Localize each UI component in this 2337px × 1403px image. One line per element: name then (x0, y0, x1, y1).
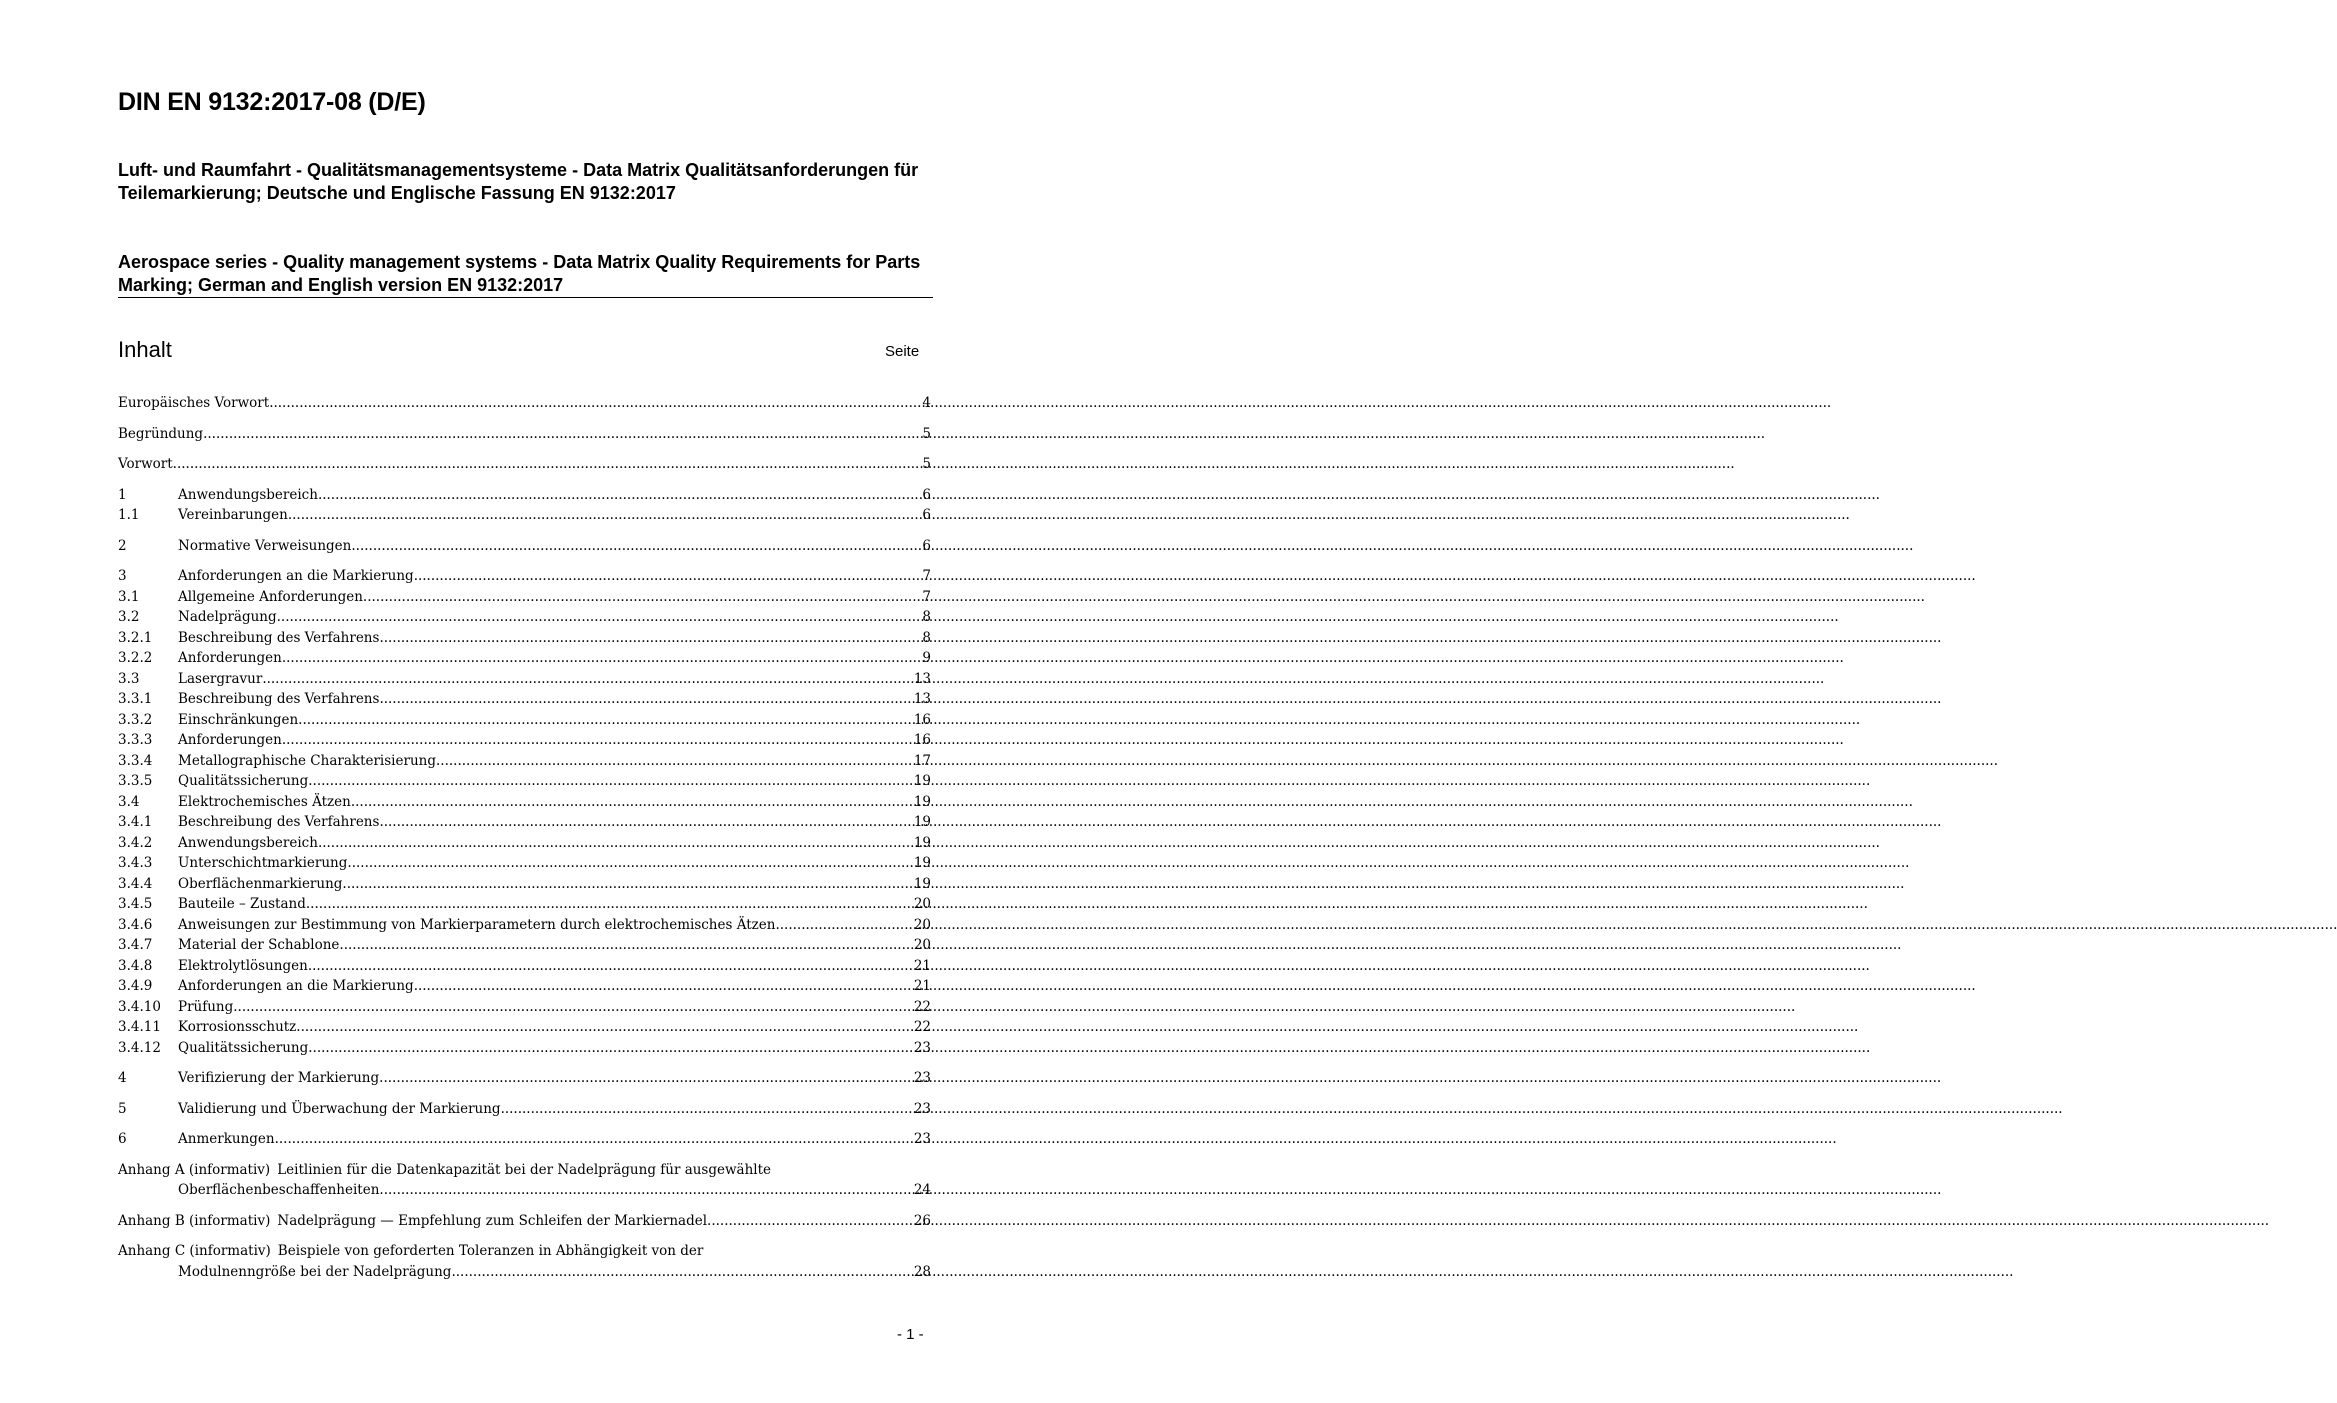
toc-entry[interactable] (118, 894, 931, 915)
toc-entry-number: 3.4.3 (118, 855, 153, 871)
toc-entry-title: Validierung und Überwachung der Markierung (178, 1100, 501, 1117)
toc-entry-page: 4 (922, 395, 931, 411)
toc-entry-page: 19 (913, 814, 931, 830)
toc-entry[interactable] (118, 485, 931, 506)
toc-leader-dots (288, 505, 923, 526)
toc-entry-number: 3.3.3 (118, 732, 153, 748)
toc-entry-number: 3.4.4 (118, 875, 153, 892)
toc-entry-title: Begründung (118, 425, 204, 442)
toc-entry[interactable] (118, 669, 931, 690)
toc-entry[interactable] (118, 566, 931, 587)
toc-leader-dots (379, 812, 913, 833)
toc-entry[interactable] (118, 874, 931, 895)
toc-entry-number: 3.1 (118, 588, 140, 605)
toc-entry-page: 23 (913, 1131, 931, 1147)
toc-annex-label: Anhang A (informativ) (118, 1161, 271, 1178)
toc-entry-title: Elektrolytlösungen (178, 957, 308, 974)
toc-leader-dots (775, 915, 913, 936)
toc-leader-dots (318, 833, 914, 854)
toc-entry-number: 3.3.1 (118, 691, 153, 707)
toc-entry-number: 3.4.9 (118, 978, 153, 994)
toc-entry-number: 3.4 (118, 793, 140, 810)
toc-entry-title: Normative Verweisungen (178, 537, 352, 554)
toc-entry[interactable] (118, 648, 931, 669)
toc-leader-dots (414, 976, 914, 997)
toc-entry-page: 8 (922, 629, 931, 646)
toc-leader-dots (203, 424, 922, 445)
toc-entry-title: Oberflächenmarkierung (178, 875, 343, 892)
toc-entry-number: 3.4.2 (118, 834, 153, 851)
toc-entry-title: Qualitätssicherung (178, 1039, 309, 1056)
toc-entry-title: Beschreibung des Verfahrens (178, 814, 380, 830)
toc-leader-dots (173, 454, 923, 475)
toc-entry-number: 5 (118, 1100, 127, 1117)
toc-entry[interactable] (118, 628, 931, 649)
toc-leader-dots (306, 894, 914, 915)
toc-entry-page: 13 (913, 670, 931, 687)
toc-entry-number: 1.1 (118, 507, 140, 523)
toc-entry-page: 26 (913, 1212, 931, 1229)
toc-leader-dots (233, 997, 914, 1018)
toc-leader-dots (414, 566, 923, 587)
toc-entry-number: 3.3.2 (118, 711, 153, 728)
toc-entry-number: 3.2 (118, 609, 140, 625)
toc-leader-dots (351, 792, 914, 813)
toc-entry-title: Anweisungen zur Bestimmung von Markierparametern durch elektrochemisches Ätzen (178, 916, 776, 933)
toc-entry-number: 3.2.1 (118, 629, 153, 646)
toc-entry-title: Europäisches Vorwort (118, 395, 270, 411)
toc-leader-dots (277, 607, 923, 628)
toc-entry[interactable] (118, 730, 931, 751)
toc-entry-title: Nadelprägung (178, 609, 277, 625)
toc-page-column-label: Seite (885, 343, 920, 360)
toc-entry[interactable] (118, 1129, 931, 1150)
toc-entry-page: 22 (913, 1019, 931, 1035)
toc-entry-number: 3.3 (118, 670, 140, 687)
toc-entry-number: 1 (118, 486, 127, 503)
toc-entry-page: 6 (922, 507, 931, 523)
toc-entry-page: 23 (913, 1039, 931, 1056)
toc-annex-title: Leitlinien für die Datenkapazität bei der Nadelprägung für ausgewählte (277, 1161, 772, 1178)
toc-leader-dots (379, 1180, 913, 1201)
title-divider (118, 297, 933, 298)
toc-leader-dots (351, 536, 922, 557)
toc-annex-label: Anhang C (informativ) (118, 1243, 271, 1259)
toc-entry-page: 16 (913, 711, 931, 728)
toc-entry[interactable] (118, 1017, 931, 1038)
toc-entry[interactable] (118, 607, 931, 628)
toc-leader-dots (298, 710, 914, 731)
toc-entry-number: 3.4.10 (118, 998, 161, 1015)
toc-entry-title: Elektrochemisches Ätzen (178, 793, 351, 810)
toc-entry-title: Korrosionsschutz (178, 1019, 297, 1035)
toc-entry[interactable] (118, 751, 931, 772)
toc-entry[interactable] (118, 393, 931, 414)
toc-entry[interactable] (118, 587, 931, 608)
toc-entry-number: 3.4.5 (118, 896, 153, 912)
toc-leader-dots (379, 689, 913, 710)
toc-annex-entry[interactable] (118, 1241, 931, 1282)
toc-entry[interactable] (118, 812, 931, 833)
toc-entry[interactable] (118, 771, 931, 792)
toc-leader-dots (451, 1262, 913, 1283)
toc-entry-title: Anforderungen an die Markierung (178, 978, 414, 994)
toc-entry-number: 3.4.1 (118, 814, 153, 830)
toc-entry-page: 28 (913, 1263, 931, 1280)
toc-entry-page: 17 (913, 752, 931, 769)
toc-leader-dots (347, 853, 913, 874)
toc-entry-page: 6 (922, 486, 931, 503)
toc-entry-title: Vorwort (118, 456, 173, 472)
toc-entry-page: 8 (922, 609, 931, 625)
toc-entry[interactable] (118, 454, 931, 475)
toc-heading: Inhalt (118, 337, 172, 362)
toc-entry-title: Anmerkungen (178, 1131, 275, 1147)
toc-entry-page: 19 (913, 834, 931, 851)
toc-entry-page: 23 (913, 1070, 931, 1086)
toc-entry[interactable] (118, 833, 931, 854)
toc-entry[interactable] (118, 976, 931, 997)
toc-entry-title: Einschränkungen (178, 711, 299, 728)
toc-entry-page: 21 (913, 978, 931, 994)
toc-entry-page: 20 (913, 896, 931, 912)
toc-entry[interactable] (118, 956, 931, 977)
toc-entry-number: 3.4.7 (118, 937, 153, 953)
subtitle-german: Luft- und Raumfahrt - Qualitätsmanagementsysteme - Data Matrix Qualitätsanforderungen für Teilemarkierung; Deutsche und Englische Fassung EN 9132:2017 (118, 160, 919, 203)
toc-entry-title: Vereinbarungen (178, 507, 288, 523)
toc-leader-dots (339, 935, 913, 956)
toc-entry-page: 19 (913, 855, 931, 871)
toc-entry-page: 22 (913, 998, 931, 1015)
toc-entry-number: 3.4.6 (118, 916, 153, 933)
toc-entry-title: Prüfung (178, 998, 234, 1015)
toc-entry-page: 19 (913, 773, 931, 789)
toc-entry-page: 7 (922, 568, 931, 584)
toc-entry-page: 5 (922, 425, 931, 442)
toc-leader-dots (282, 648, 923, 669)
toc-entry[interactable] (118, 1038, 931, 1059)
subtitle-english: Aerospace series - Quality management systems - Data Matrix Quality Requirements for Parts Marking; German and English version EN 9132:2017 (118, 252, 921, 295)
toc-entry-title: Allgemeine Anforderungen (178, 588, 363, 605)
toc-leader-dots (501, 1099, 914, 1120)
toc-leader-dots (308, 771, 914, 792)
document-page (0, 0, 992, 1403)
toc-entry[interactable] (118, 915, 931, 936)
document-title: DIN EN 9132:2017-08 (D/E) (118, 88, 426, 116)
toc-entry[interactable] (118, 505, 931, 526)
toc-leader-dots (379, 1068, 914, 1089)
toc-entry-number: 2 (118, 537, 127, 554)
toc-entry-title: Anforderungen (178, 650, 282, 666)
toc-entry[interactable] (118, 536, 931, 557)
toc-annex-title-continued: Oberflächenbeschaffenheiten (178, 1182, 380, 1198)
toc-entry-title: Anwendungsbereich (178, 834, 318, 851)
toc-leader-dots (436, 751, 914, 772)
toc-entry-title: Anwendungsbereich (178, 486, 318, 503)
toc-entry-number: 3.4.12 (118, 1039, 161, 1056)
toc-leader-dots (275, 1129, 914, 1150)
toc-entry-number: 4 (118, 1070, 127, 1086)
toc-entry-page: 7 (922, 588, 931, 605)
toc-entry[interactable] (118, 1099, 931, 1120)
toc-leader-dots (269, 393, 922, 414)
toc-entry-page: 23 (913, 1100, 931, 1117)
toc-entry[interactable] (118, 853, 931, 874)
toc-annex-entry[interactable] (118, 1160, 931, 1201)
toc-entry-title: Verifizierung der Markierung (178, 1070, 380, 1086)
toc-entry-number: 3.3.5 (118, 773, 153, 789)
toc-entry-page: 16 (913, 732, 931, 748)
toc-entry-title: Metallographische Charakterisierung (178, 752, 436, 769)
toc-leader-dots (363, 587, 922, 608)
toc-entry-page: 13 (913, 691, 931, 707)
toc-leader-dots (308, 956, 914, 977)
toc-leader-dots (318, 485, 922, 506)
toc-entry-page: 19 (913, 875, 931, 892)
toc-entry-page: 9 (922, 650, 931, 666)
toc-leader-dots (379, 628, 922, 649)
toc-annex-label: Anhang B (informativ) (118, 1212, 271, 1229)
toc-entry[interactable] (118, 424, 931, 445)
toc-entry-page: 20 (913, 916, 931, 933)
table-of-contents (118, 393, 931, 1282)
toc-entry-title: Unterschichtmarkierung (178, 855, 348, 871)
toc-leader-dots (296, 1017, 914, 1038)
toc-entry-title: Qualitätssicherung (178, 773, 309, 789)
toc-entry-number: 6 (118, 1131, 127, 1147)
toc-entry-title: Anforderungen an die Markierung (178, 568, 414, 584)
toc-entry-title: Beschreibung des Verfahrens (178, 629, 380, 646)
toc-entry[interactable] (118, 792, 931, 813)
toc-leader-dots (282, 730, 914, 751)
toc-entry-number: 3.4.8 (118, 957, 153, 974)
toc-annex-title: Nadelprägung — Empfehlung zum Schleifen der Markiernadel (277, 1212, 708, 1229)
toc-annex-title-continued: Modulnenngröße bei der Nadelprägung (178, 1263, 452, 1280)
toc-entry-page: 21 (913, 957, 931, 974)
toc-leader-dots (262, 669, 914, 690)
toc-entry-page: 20 (913, 937, 931, 953)
toc-annex-title: Beispiele von geforderten Toleranzen in Abhängigkeit von der (277, 1243, 704, 1259)
toc-annex-entry[interactable] (118, 1211, 931, 1232)
toc-entry-number: 3 (118, 568, 127, 584)
toc-entry-title: Lasergravur (178, 670, 263, 687)
toc-entry-title: Anforderungen (178, 732, 282, 748)
toc-leader-dots (308, 1038, 914, 1059)
toc-entry-page: 19 (913, 793, 931, 810)
toc-entry-number: 3.2.2 (118, 650, 153, 666)
toc-entry[interactable] (118, 710, 931, 731)
toc-entry[interactable] (118, 997, 931, 1018)
toc-entry-number: 3.3.4 (118, 752, 153, 769)
toc-entry-title: Material der Schablone (178, 937, 340, 953)
toc-leader-dots (342, 874, 913, 895)
toc-entry-page: 5 (922, 456, 931, 472)
toc-leader-dots (707, 1211, 914, 1232)
toc-entry[interactable] (118, 935, 931, 956)
toc-entry-title: Beschreibung des Verfahrens (178, 691, 380, 707)
toc-entry-title: Bauteile – Zustand (178, 896, 306, 912)
toc-entry[interactable] (118, 689, 931, 710)
toc-entry-page: 6 (922, 537, 931, 554)
toc-entry-number: 3.4.11 (118, 1019, 161, 1035)
toc-entry-page: 24 (913, 1182, 931, 1198)
page-number: - 1 - (897, 1326, 924, 1343)
toc-entry[interactable] (118, 1068, 931, 1089)
